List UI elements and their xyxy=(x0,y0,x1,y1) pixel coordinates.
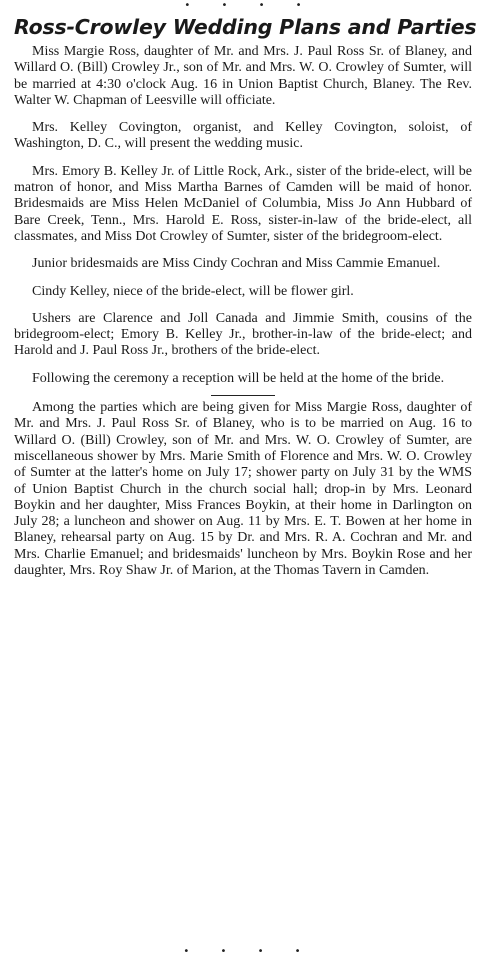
paragraph-attendants: Mrs. Emory B. Kelley Jr. of Little Rock, Ark., sister of the bride-elect, will be matron of honor, and Miss Martha Barnes of Camden will be maid of honor. Bridesmaids are Miss Helen McDaniel of Columbia, Miss Jo Ann Hubbard of Bare Creek, Tenn., Mrs. Harold E. Ross, sister-in-law of the bride-elect, all classmates, and Miss Dot Crowley of Sumter, sister of the bridegroom-elect. xyxy=(14,163,472,244)
section-divider xyxy=(211,395,275,396)
paragraph-music: Mrs. Kelley Covington, organist, and Kelley Covington, soloist, of Washington, D. C., will present the wedding music. xyxy=(14,120,472,152)
paragraph-junior-bridesmaids: Junior bridesmaids are Miss Cindy Cochran and Miss Cammie Emanuel. xyxy=(32,256,441,272)
paragraph-reception: Following the ceremony a reception will be held at the home of the bride. xyxy=(32,370,445,386)
paragraph-announcement: Miss Margie Ross, daughter of Mr. and Mrs. J. Paul Ross Sr. of Blaney, and Willard O. (Bill) Crowley Jr., son of Mr. and Mrs. W. O. Crowley of Sumter, will be married at 4:30 o'clock Aug. 16 in Union Baptist Church, Blaney. The Rev. Walter W. Chapman of Leesville will officiate. xyxy=(14,44,472,108)
paragraph-parties: Among the parties which are being given for Miss Margie Ross, daughter of Mr. and Mrs. J. Paul Ross Sr. of Blaney, who is to be married on Aug. 16 to Willard O. (Bill) Crowley, son of Mr. and Mrs. W. O. Crowley of Sumter, are miscellaneous shower by Mrs. Marie Smith of Florence and Mrs. W. O. Crowley of Sumter at the latter's home on July 17; shower party on July 31 by the WMS of Union Baptist Church in the church social hall; drop-in by Mrs. Leonard Boykin and her daughter, Miss Frances Boykin, at their home in Darlington on July 28; a luncheon and shower on Aug. 11 by Mrs. E. T. Bowen at her home in Blaney, rehearsal party on Aug. 15 by Dr. and Mrs. R. A. Cochran and Mr. and Mrs. Charlie Emanuel; and bridesmaids' luncheon by Mrs. Boykin Rose and her daughter, Mrs. Roy Shaw Jr. of Marion, at the Thomas Tavern in Camden. xyxy=(14,400,472,579)
article-headline: Ross-Crowley Wedding Plans and Parties xyxy=(14,15,477,39)
paragraph-flower-girl: Cindy Kelley, niece of the bride-elect, will be flower girl. xyxy=(32,283,354,299)
paragraph-ushers: Ushers are Clarence and Joll Canada and Jimmie Smith, cousins of the bridegroom-elect; Emory B. Kelley Jr., brother-in-law of the bride-elect; and Harold and J. Paul Ross Jr., brothers of the bride-elect. xyxy=(14,310,472,359)
bottom-ornament: • • • • xyxy=(183,946,315,957)
top-ornament: • • • • xyxy=(184,0,316,11)
